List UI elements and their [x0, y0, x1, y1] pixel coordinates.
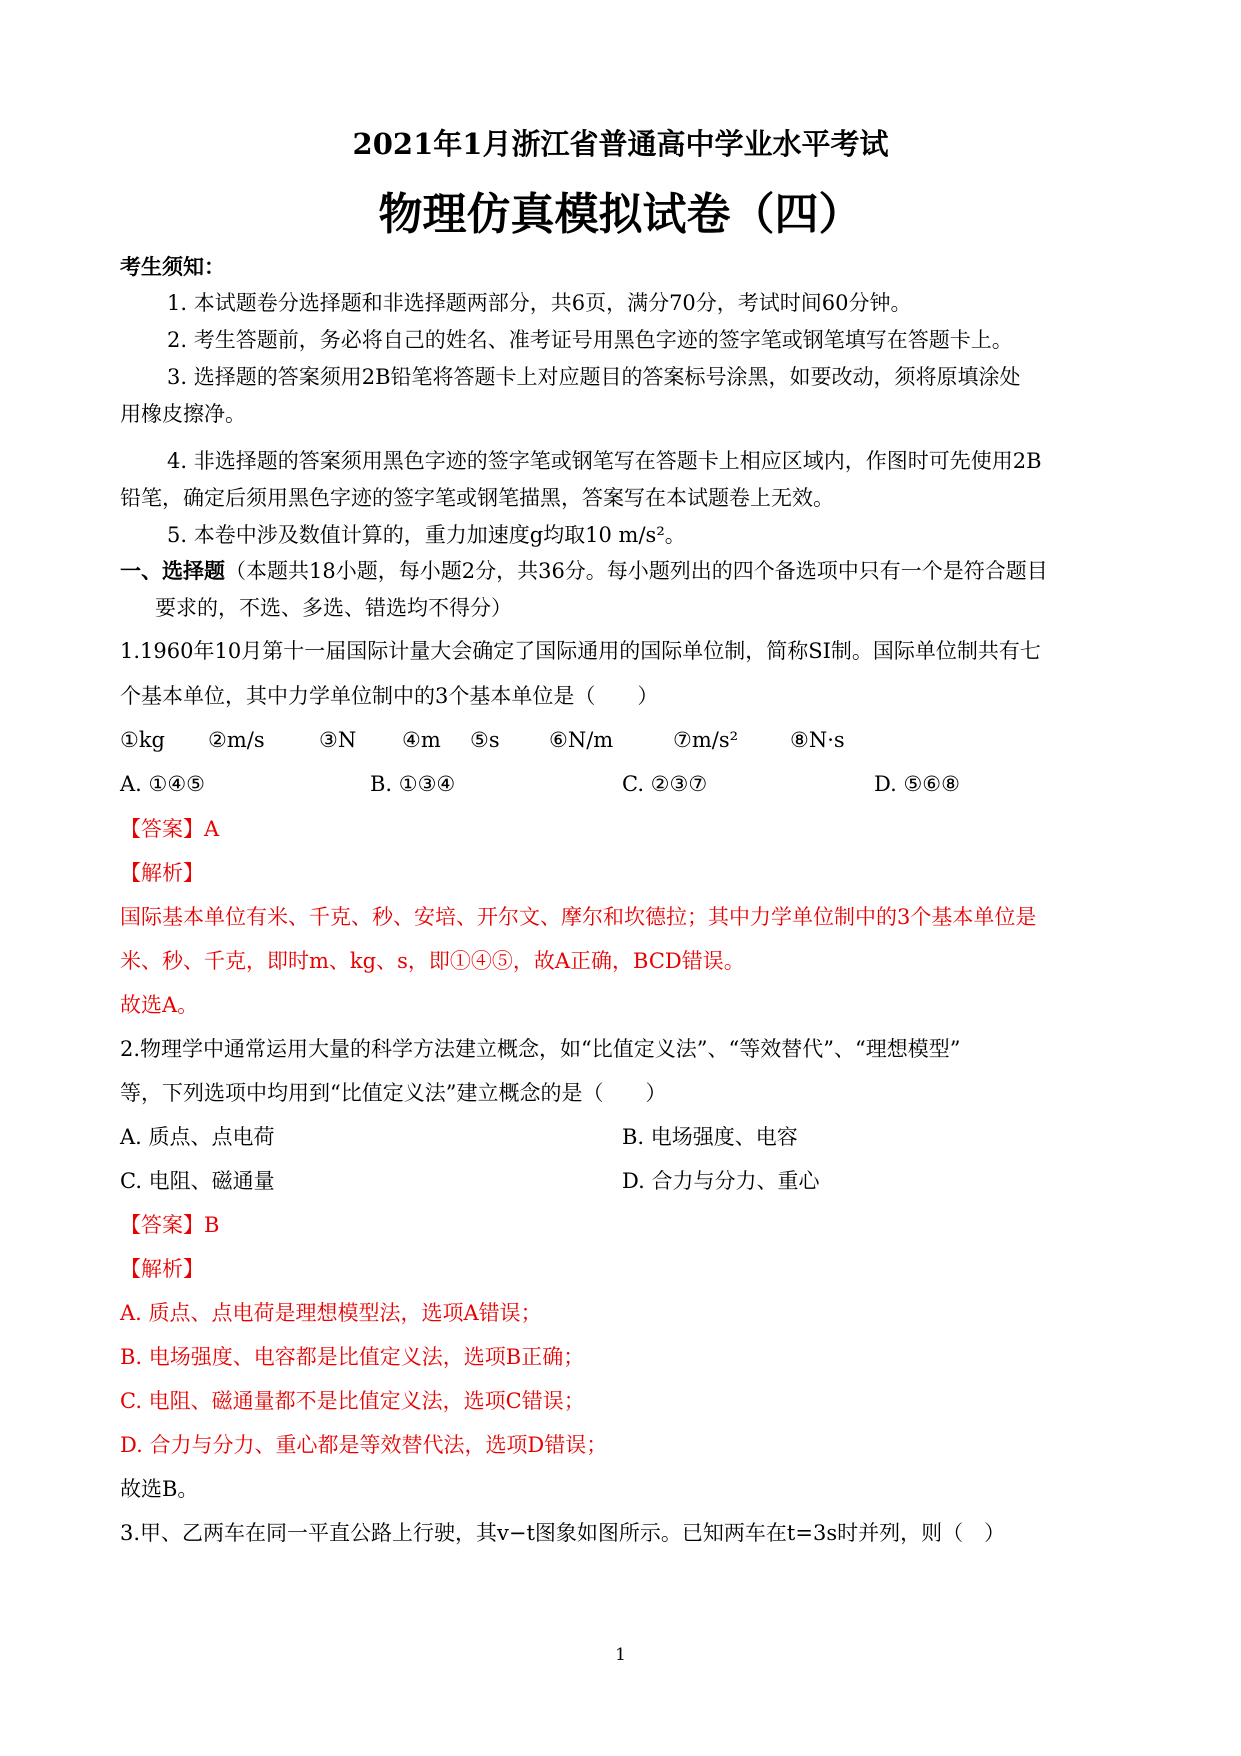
q2-analysis-a: A. 质点、点电荷是理想模型法，选项A错误； — [120, 1301, 542, 1325]
q2-stem-cont: 等，下列选项中均用到“比值定义法”建立概念的是（ ） — [120, 1081, 667, 1105]
q2-analysis-b: B. 电场强度、电容都是比值定义法，选项B正确； — [120, 1345, 585, 1369]
q1-stem-cont: 个基本单位，其中力学单位制中的3个基本单位是（ ） — [120, 684, 659, 708]
q1-unit-2: ②m/s — [208, 728, 265, 752]
q1-unit-5: ⑤s — [470, 728, 500, 752]
q1-option-b: B. ①③④ — [370, 772, 456, 796]
q2-conclusion: 故选B。 — [120, 1477, 199, 1501]
notice-item-1: 1. 本试题卷分选择题和非选择题两部分，共6页，满分70分，考试时间60分钟。 — [167, 291, 912, 315]
section-1-heading — [120, 556, 1048, 586]
q1-unit-3: ③N — [319, 728, 357, 752]
q1-analysis-label: 【解析】 — [120, 861, 204, 885]
notice-item-4: 4. 非选择题的答案须用黑色字迹的签字笔或钢笔写在答题卡上相应区域内，作图时可先使用2B — [167, 449, 1042, 473]
section-1-label: 一、选择题 — [120, 558, 225, 583]
page-number: 1 — [615, 1645, 626, 1665]
q1-unit-4: ④m — [402, 728, 441, 752]
q1-unit-8: ⑧N·s — [790, 728, 845, 752]
notice-item-3-cont: 用橡皮擦净。 — [120, 402, 246, 426]
q1-unit-1: ①kg — [120, 728, 165, 752]
q2-stem: 2.物理学中通常运用大量的科学方法建立概念，如“比值定义法”、“等效替代”、“理想模型” — [120, 1037, 961, 1061]
q1-unit-6: ⑥N/m — [549, 728, 614, 752]
q2-option-b: B. 电场强度、电容 — [622, 1125, 798, 1149]
q1-option-d: D. ⑤⑥⑧ — [874, 772, 960, 796]
notice-item-2: 2. 考生答题前，务必将自己的姓名、准考证号用黑色字迹的签字笔或钢笔填写在答题卡上。 — [167, 328, 1013, 352]
notice-item-5: 5. 本卷中涉及数值计算的，重力加速度g均取10 m/s²。 — [167, 523, 686, 547]
q2-analysis-d: D. 合力与分力、重心都是等效替代法，选项D错误； — [120, 1433, 608, 1457]
q1-answer: 【答案】A — [120, 817, 220, 841]
notice-item-3: 3. 选择题的答案须用2B铅笔将答题卡上对应题目的答案标号涂黑，如要改动，须将原填涂处 — [167, 365, 1021, 389]
q2-option-d: D. 合力与分力、重心 — [622, 1169, 820, 1193]
q1-analysis-cont: 米、秒、千克，即时m、kg、s，即①④⑤，故A正确，BCD错误。 — [120, 949, 745, 973]
q2-analysis-c: C. 电阻、磁通量都不是比值定义法，选项C错误； — [120, 1389, 585, 1413]
exam-subtitle: 物理仿真模拟试卷（四） — [378, 189, 863, 240]
q3-stem: 3.甲、乙两车在同一平直公路上行驶，其v−t图象如图所示。已知两车在t=3s时并列，则（ ） — [120, 1521, 1006, 1545]
q1-conclusion: 故选A。 — [120, 993, 199, 1017]
q2-answer: 【答案】B — [120, 1213, 220, 1237]
q2-option-a: A. 质点、点电荷 — [120, 1125, 275, 1149]
section-1-desc-cont: 要求的，不选、多选、错选均不得分） — [155, 596, 512, 620]
q1-stem: 1.1960年10月第十一届国际计量大会确定了国际通用的国际单位制，简称SI制。国际单位制共有七 — [120, 639, 1041, 663]
q1-option-c: C. ②③⑦ — [622, 772, 708, 796]
q1-unit-7: ⑦m/s² — [673, 728, 739, 752]
q1-analysis: 国际基本单位有米、千克、秒、安培、开尔文、摩尔和坎德拉；其中力学单位制中的3个基本单位是 — [120, 905, 1037, 929]
notice-item-4-cont: 铅笔，确定后须用黑色字迹的签字笔或钢笔描黑，答案写在本试题卷上无效。 — [120, 486, 834, 510]
section-1-desc: （本题共18小题，每小题2分，共36分。每小题列出的四个备选项中只有一个是符合题目 — [225, 559, 1048, 583]
q2-analysis-label: 【解析】 — [120, 1257, 204, 1281]
q2-option-c: C. 电阻、磁通量 — [120, 1169, 275, 1193]
q1-option-a: A. ①④⑤ — [120, 772, 205, 796]
exam-title: 2021年1月浙江省普通高中学业水平考试 — [352, 127, 889, 161]
notice-heading: 考生须知： — [120, 254, 225, 279]
